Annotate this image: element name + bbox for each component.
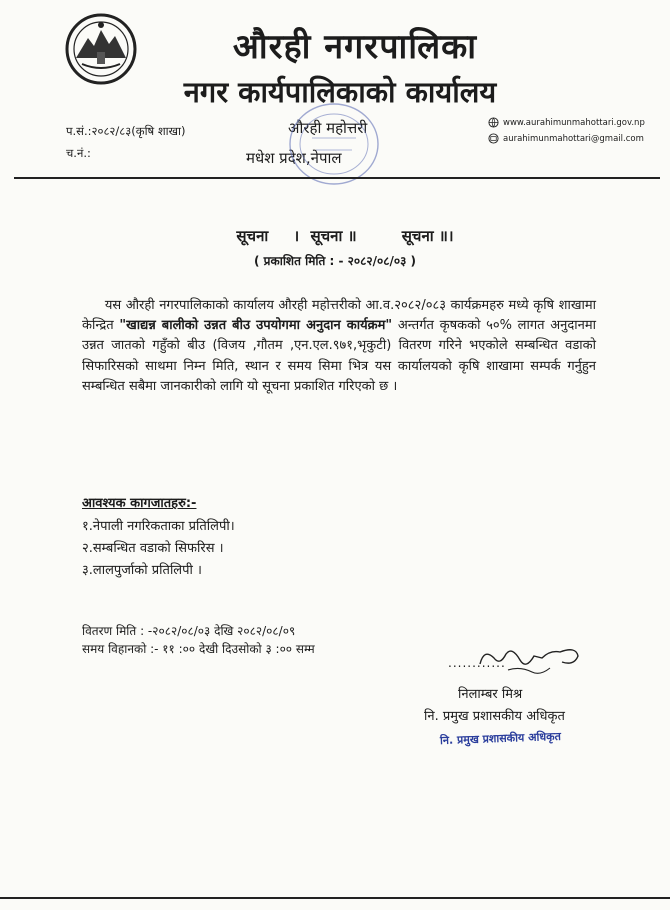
distribution-time: समय विहानको :- ११ :०० देखी दिउसोको ३ :०० सम्म xyxy=(82,642,315,656)
document-item: १.नेपाली नगरिकताका प्रतिलिपी। xyxy=(82,519,235,534)
office-seal-stamp xyxy=(272,98,392,194)
email-address[interactable]: aurahimunmahottari@gmail.com xyxy=(503,133,644,144)
distribution-date: वितरण मिति : -२०८२/०८/०३ देखि २०८२/०८/०९ xyxy=(82,624,296,638)
email-icon xyxy=(488,133,499,144)
address-line-2: मधेश प्रदेश,नेपाल xyxy=(246,149,342,167)
document-item: ३.लालपुर्जाको प्रतिलिपी । xyxy=(82,563,202,578)
signatory-title: नि. प्रमुख प्रशासकीय अधिकृत xyxy=(424,709,565,724)
required-documents-heading: आवश्यक कागजातहरु:- xyxy=(82,496,197,511)
published-date: ( प्रकाशित मिति : - २०८२/०८/०३ ) xyxy=(254,254,416,268)
body-details: अन्तर्गत कृषकको ५०% लागत अनुदानमा उन्नत जातको गहुँको बीउ (विजय ,गौतम ,एन.एल.९७१,भृकुटी) वितरण गरिने भएकोले सम्बन्धित वडाको सिफारिसको साथमा निम्न मिति, स्थान र समय सिमा भित्र यस कार्यालयको कृषि शाखामा सम्पर्क गर्नुहुन सम्बन्धित सबैमा जानकारीको लागि यो सूचना प्रकाशित गरिएको छ । xyxy=(82,318,596,394)
body-intro: यस औरही नगरपालिकाको कार्यालय औरही महोत्तरीको आ.व.२०८२/०८३ कार्यक्रमहरु मध्ये कृषि शाखामा केन्द्रित xyxy=(82,298,596,334)
designation-stamp: नि. प्रमुख प्रशासकीय अधिकृत xyxy=(439,729,562,748)
office-title: औरही नगरपालिका xyxy=(232,27,478,67)
website-url[interactable]: www.aurahimunmahottari.gov.np xyxy=(503,117,645,128)
signature-line: ............ xyxy=(448,656,506,670)
dispatch-number: च.नं.: xyxy=(66,146,91,160)
reference-number: प.सं.:२०८२/८३(कृषि शाखा) xyxy=(66,124,186,138)
globe-icon xyxy=(488,117,499,128)
footer-divider xyxy=(0,897,670,899)
document-item: २.सम्बन्धित वडाको सिफरिस । xyxy=(82,541,224,556)
notice-word-1: सूचना xyxy=(236,227,269,245)
signatory-name: निलाम्बर मिश्र xyxy=(458,687,523,702)
address-line-1: औरही महोत्तरी xyxy=(288,119,368,137)
notice-word-2: सूचना ॥ xyxy=(310,227,357,245)
notice-heading xyxy=(0,226,670,246)
notice-word-3: सूचना ॥। xyxy=(401,227,454,245)
program-name: "खाद्यन्न बालीको उन्नत बीउ उपयोगमा अनुदान कार्यक्रम" xyxy=(119,318,393,334)
office-subtitle: नगर कार्यपालिकाको कार्यालय xyxy=(183,75,497,109)
notice-body xyxy=(82,296,596,397)
website-contact xyxy=(488,117,645,128)
email-contact xyxy=(488,133,644,144)
header-divider xyxy=(14,177,660,179)
notice-danda: । xyxy=(293,227,300,245)
